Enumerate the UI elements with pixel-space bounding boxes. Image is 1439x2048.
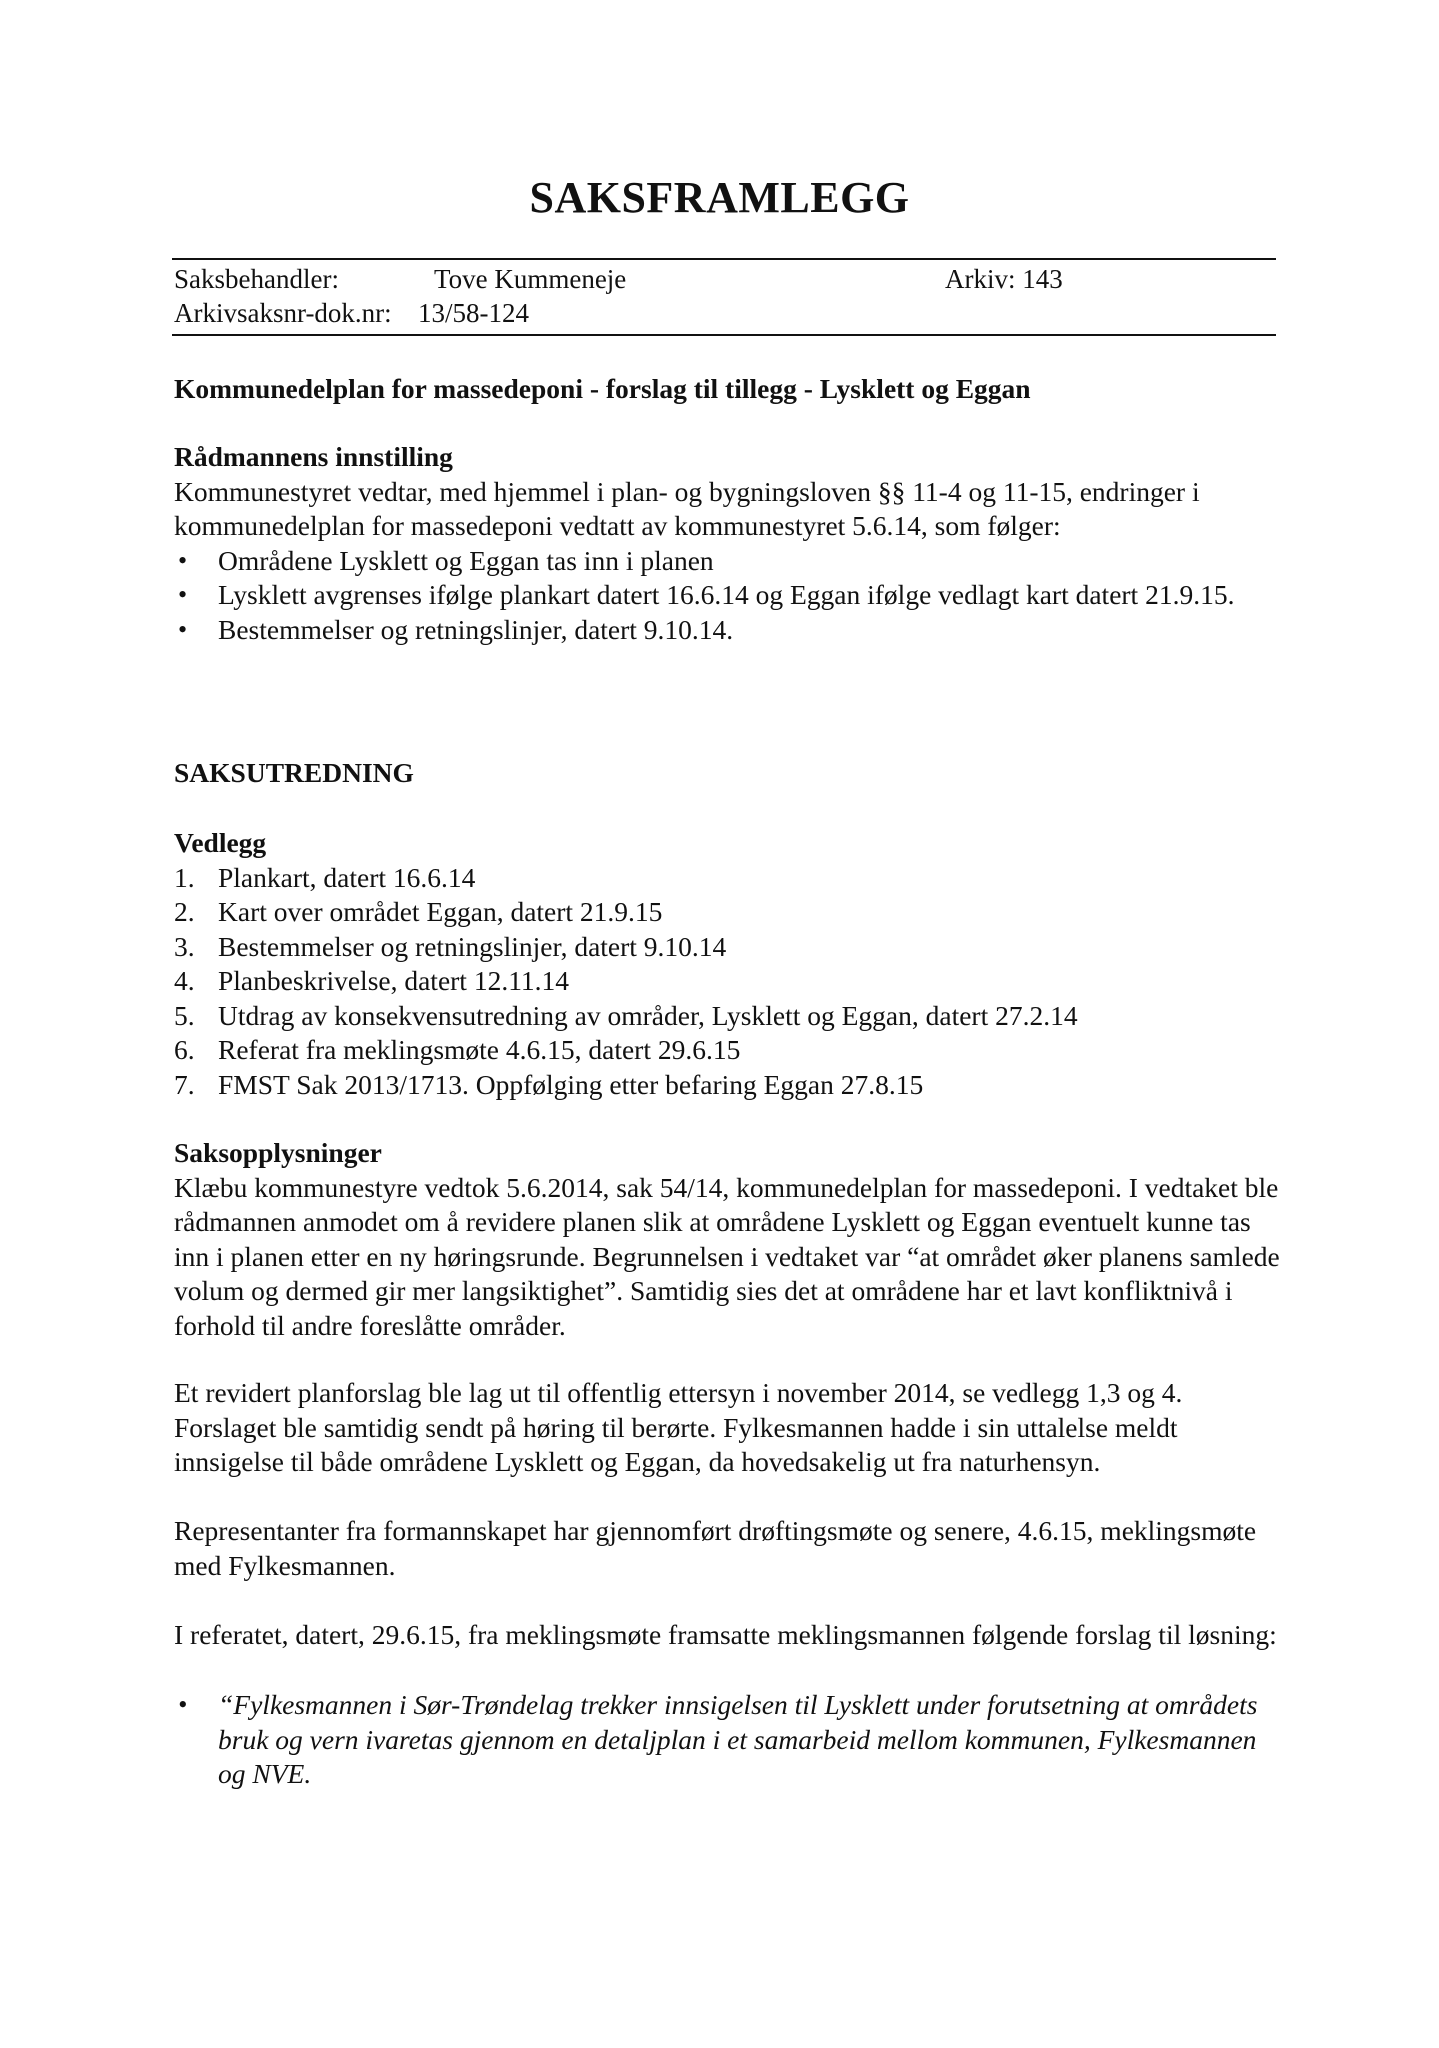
header-top-rule — [172, 258, 1276, 260]
vedlegg-section — [174, 826, 1284, 1102]
saksutredning-heading: SAKSUTREDNING — [174, 757, 414, 788]
list-item: • Områdene Lysklett og Eggan tas inn i planen — [174, 544, 1284, 579]
saksbehandler-label: Saksbehandler: — [174, 264, 339, 294]
quote-bullet-list — [174, 1688, 1284, 1792]
vedlegg-heading: Vedlegg — [174, 827, 267, 858]
innstilling-section — [174, 440, 1284, 647]
arkivsaksnr-label: Arkivsaksnr-dok.nr: — [174, 298, 392, 328]
list-item: 1. Plankart, datert 16.6.14 — [174, 861, 476, 893]
list-item: 3. Bestemmelser og retningslinjer, datert 9.10.14 — [174, 930, 727, 962]
list-item: 6. Referat fra meklingsmøte 4.6.15, datert 29.6.15 — [174, 1034, 741, 1065]
saksbehandler-row — [174, 262, 626, 296]
list-item: 4. Planbeskrivelse, datert 12.11.14 — [174, 965, 570, 996]
vedlegg-list — [174, 861, 1284, 1103]
list-item: 7. FMST Sak 2013/1713. Oppfølging etter befaring Eggan 27.8.15 — [174, 1068, 924, 1100]
innstilling-heading: Rådmannens innstilling — [174, 441, 453, 472]
innstilling-intro: Kommunestyret vedtar, med hjemmel i plan- og bygningsloven §§ 11-4 og 11-15, endringer i kommunedelplan for massedeponi vedtatt av kommunestyret 5.6.14, som følger: — [174, 475, 1200, 541]
list-item: 2. Kart over området Eggan, datert 21.9.15 — [174, 896, 663, 927]
arkiv-number: Arkiv: 143 — [945, 264, 1063, 294]
saksbehandler-value: Tove Kummeneje — [434, 264, 627, 294]
saksopplysninger-paragraph-2: Et revidert planforslag ble lag ut til offentlig ettersyn i november 2014, se vedlegg 1,3 og 4. Forslaget ble samtidig sendt på høring til berørte. Fylkesmannen hadde i sin uttalelse meldt innsigelse til både områdene Lysklett og Eggan, da hovedsakelig ut fra naturhensyn. — [174, 1377, 1183, 1477]
list-item: 5. Utdrag av konsekvensutredning av områder, Lysklett og Eggan, datert 27.2.14 — [174, 999, 1078, 1031]
case-subject: Kommunedelplan for massedeponi - forslag til tillegg - Lysklett og Eggan — [174, 373, 1031, 404]
list-item: • “Fylkesmannen i Sør-Trøndelag trekker innsigelsen til Lysklett under forutsetning at områdets bruk og vern ivaretas gjennom en detaljplan i et samarbeid mellom kommunen, Fylkesmannen og NVE. — [174, 1688, 1284, 1792]
arkivsaksnr-row — [174, 296, 529, 330]
header-bottom-rule — [172, 334, 1276, 336]
arkivsaksnr-value: 13/58-124 — [418, 298, 529, 328]
list-item: • Bestemmelser og retningslinjer, datert 9.10.14. — [174, 613, 1284, 648]
document-title: SAKSFRAMLEGG — [529, 173, 910, 222]
saksopplysninger-paragraph-4: I referatet, datert, 29.6.15, fra meklingsmøte framsatte meklingsmannen følgende forslag til løsning: — [174, 1619, 1277, 1650]
saksopplysninger-heading: Saksopplysninger — [174, 1137, 382, 1168]
list-item: • Lysklett avgrenses ifølge plankart datert 16.6.14 og Eggan ifølge vedlagt kart datert 21.9.15. — [174, 578, 1284, 613]
quote-section — [174, 1688, 1284, 1792]
saksopplysninger-section — [174, 1136, 1284, 1343]
saksopplysninger-paragraph-3: Representanter fra formannskapet har gjennomført drøftingsmøte og senere, 4.6.15, meklingsmøte med Fylkesmannen. — [174, 1515, 1257, 1581]
saksopplysninger-paragraph-1: Klæbu kommunestyre vedtok 5.6.2014, sak 54/14, kommunedelplan for massedeponi. I vedtaket ble rådmannen anmodet om å revidere planen slik at områdene Lysklett og Eggan eventuelt kunne tas inn i planen etter en ny høringsrunde. Begrunnelsen i vedtaket var “at området øker planens samlede volum og dermed gir mer langsiktighet”. Samtidig sies det at områdene har et lavt konfliktnivå i forhold til andre foreslåtte områder. — [174, 1171, 1280, 1341]
innstilling-bullet-list — [174, 544, 1284, 648]
